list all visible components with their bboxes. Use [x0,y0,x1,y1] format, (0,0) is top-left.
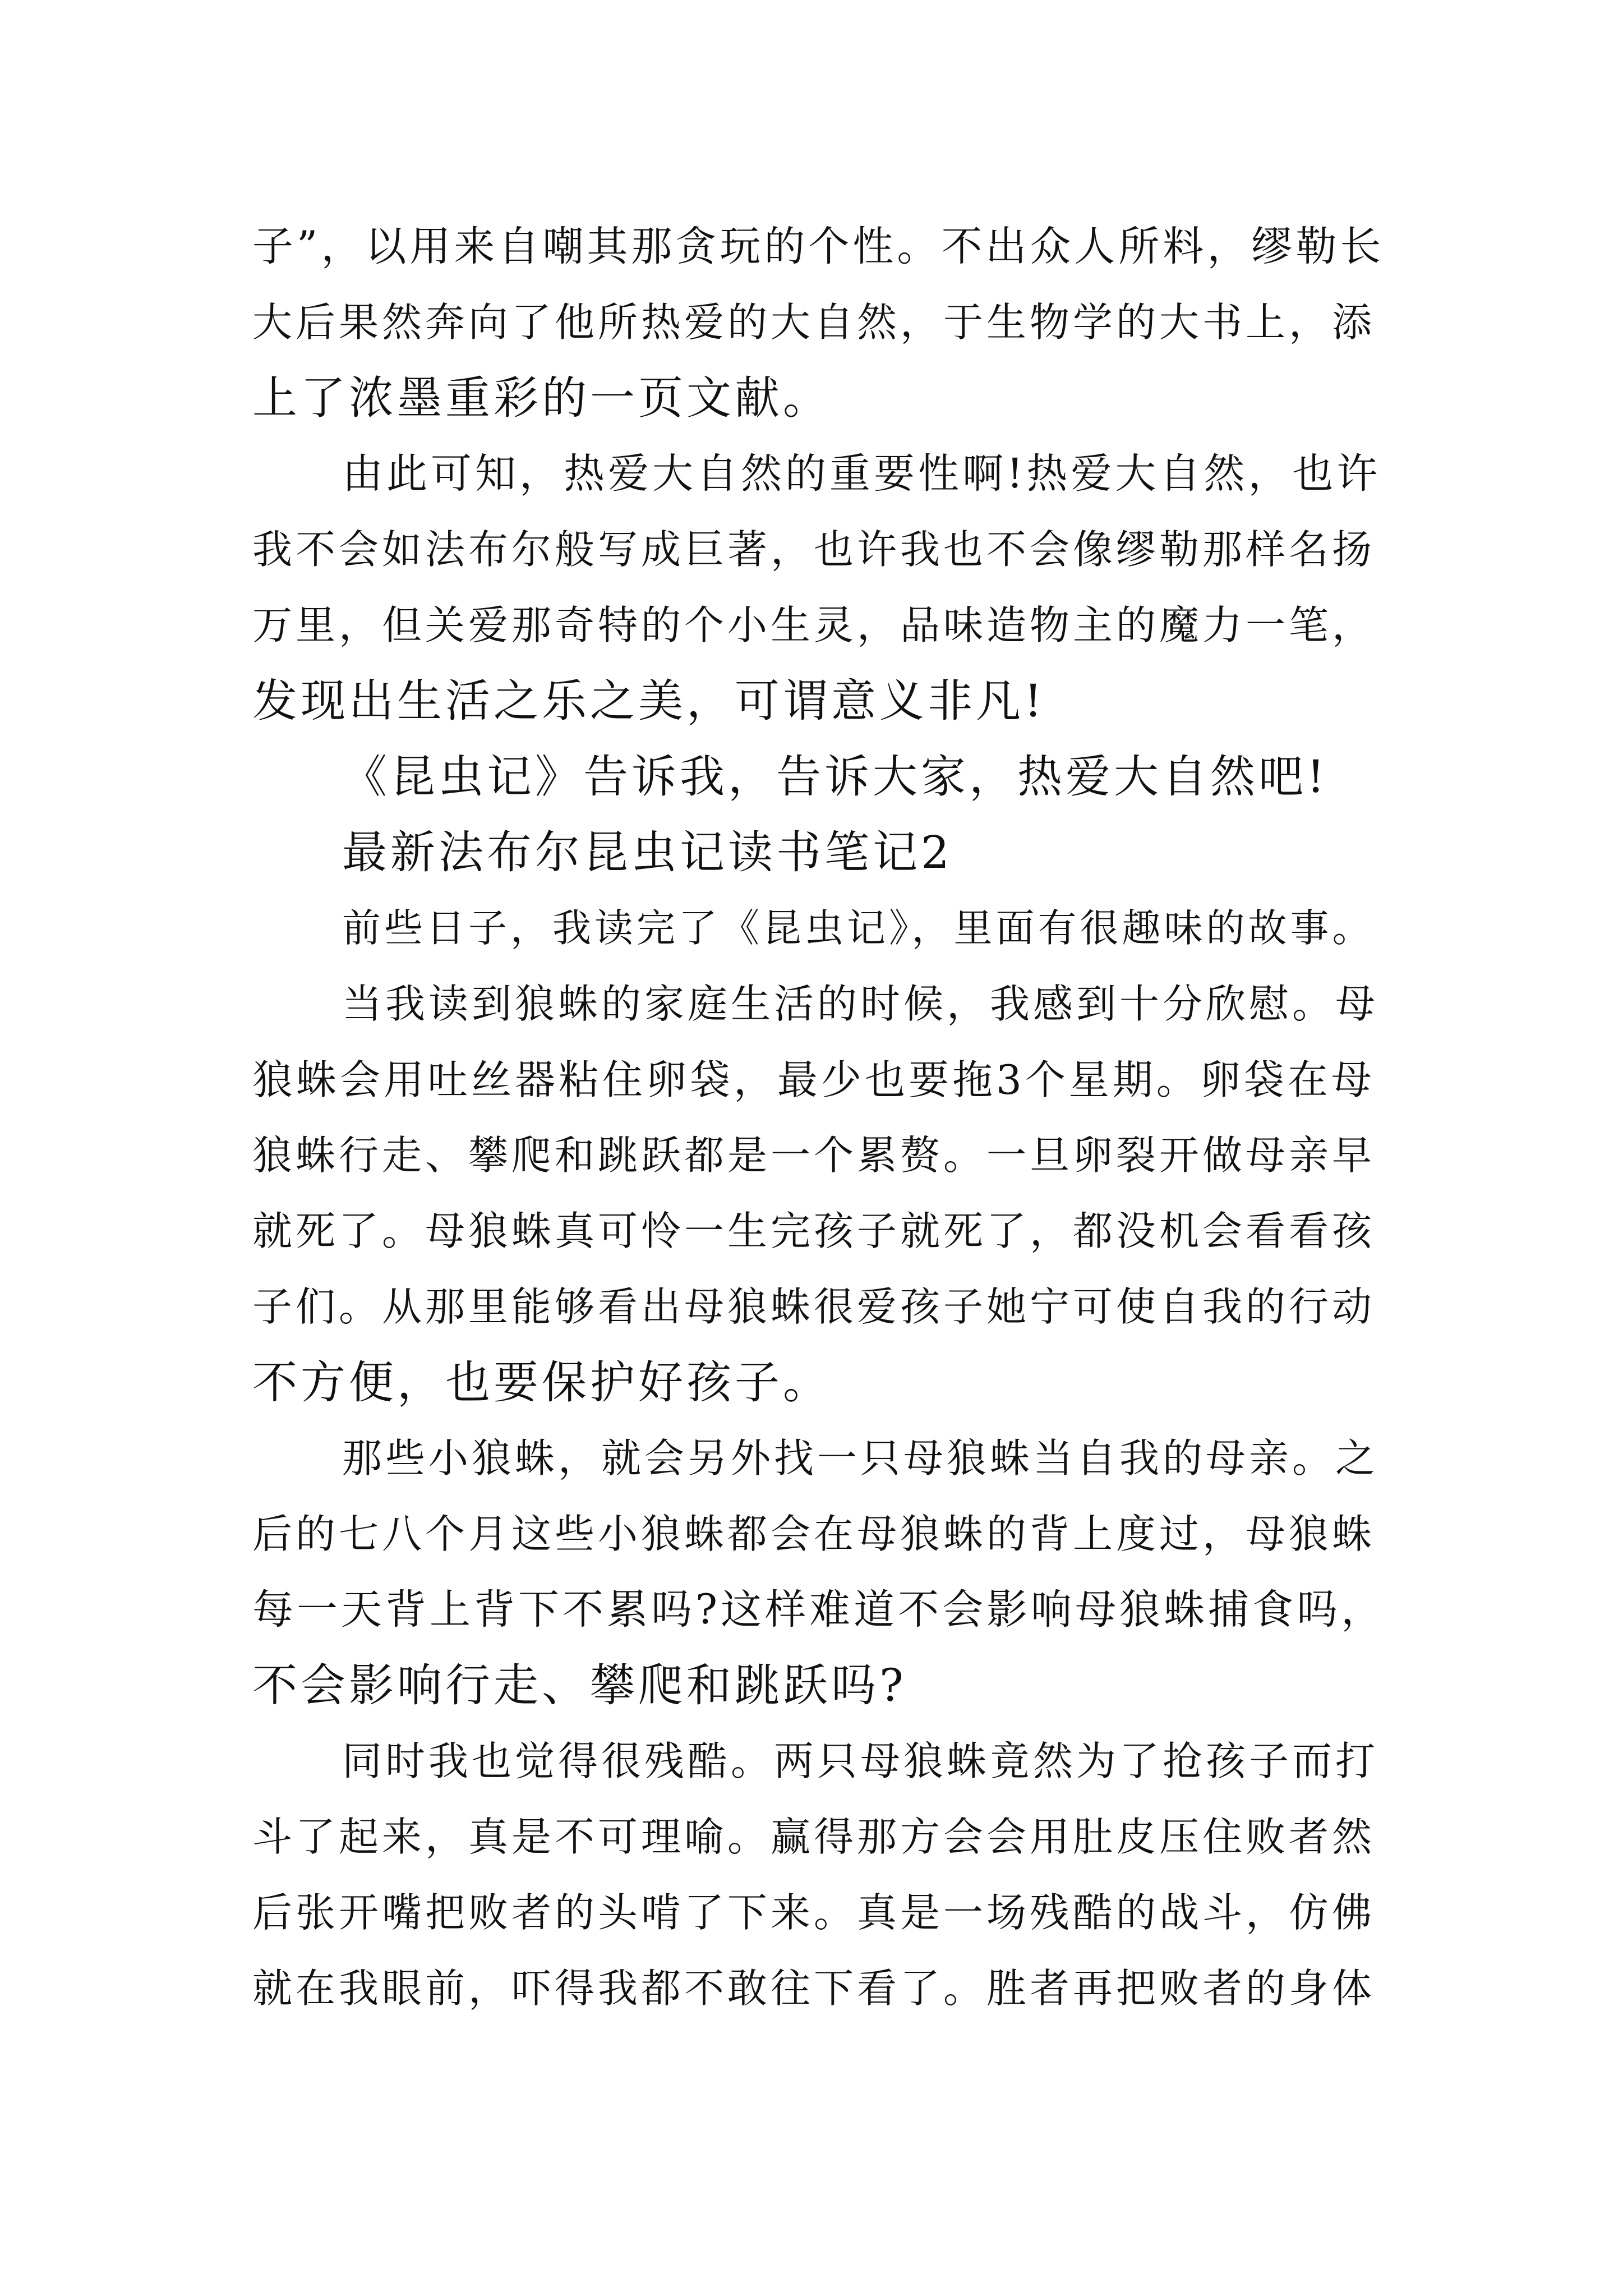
text-line: 发现出生活之乐之美，可谓意义非凡! [252,675,1046,727]
text-line: 子”，以用来自嘲其那贪玩的个性。不出众人所料，缪勒长 [252,223,1385,270]
paragraph-start-line: 同时我也觉得很残酷。两只母狼蛛竟然为了抢孩子而打 [342,1738,1379,1784]
text-line: 斗了起来，真是不可理喻。赢得那方会会用肚皮压住败者然 [252,1814,1376,1860]
text-line: 就在我眼前，吓得我都不敢往下看了。胜者再把败者的身体 [252,1965,1376,2012]
paragraph-start-line: 当我读到狼蛛的家庭生活的时候，我感到十分欣慰。母 [342,981,1379,1027]
paragraph-start-line: 那些小狼蛛，就会另外找一只母狼蛛当自我的母亲。之 [342,1435,1379,1481]
text-line: 不会影响行走、攀爬和跳跃吗? [252,1659,907,1711]
text-line: 万里，但关爱那奇特的个小生灵，品味造物主的魔力一笔， [252,602,1376,648]
text-line: 每一天背上背下不累吗?这样难道不会影响母狼蛛捕食吗， [252,1586,1386,1634]
paragraph-start-line: 前些日子，我读完了《昆虫记》，里面有很趣味的故事。 [342,906,1375,951]
text-line: 子们。从那里能够看出母狼蛛很爱孩子她宁可使自我的行动 [252,1283,1376,1330]
text-line: 后张开嘴把败者的头啃了下来。真是一场残酷的战斗，仿佛 [252,1889,1376,1936]
text-line: 上了浓墨重彩的一页文献。 [252,372,831,424]
text-line: 大后果然奔向了他所热爱的大自然，于生物学的大书上，添 [252,299,1376,346]
text-line: 狼蛛会用吐丝器粘住卵袋，最少也要拖3个星期。卵袋在母 [252,1056,1375,1103]
section-heading: 最新法布尔昆虫记读书笔记2 [342,826,953,878]
text-line: 后的七八个月这些小狼蛛都会在母狼蛛的背上度过，母狼蛛 [252,1511,1376,1557]
text-line: 狼蛛行走、攀爬和跳跃都是一个累赘。一旦卵裂开做母亲早 [252,1132,1376,1179]
paragraph-start-line: 《昆虫记》告诉我，告诉大家，热爱大自然吧! [342,751,1329,803]
text-line: 不方便，也要保护好孩子。 [252,1356,831,1409]
text-line: 我不会如法布尔般写成巨著，也许我也不会像缪勒那样名扬 [252,526,1376,573]
paragraph-start-line: 由此可知，热爱大自然的重要性啊!热爱大自然，也许 [342,450,1381,498]
text-line: 就死了。母狼蛛真可怜一生完孩子就死了，都没机会看看孩 [252,1208,1376,1254]
